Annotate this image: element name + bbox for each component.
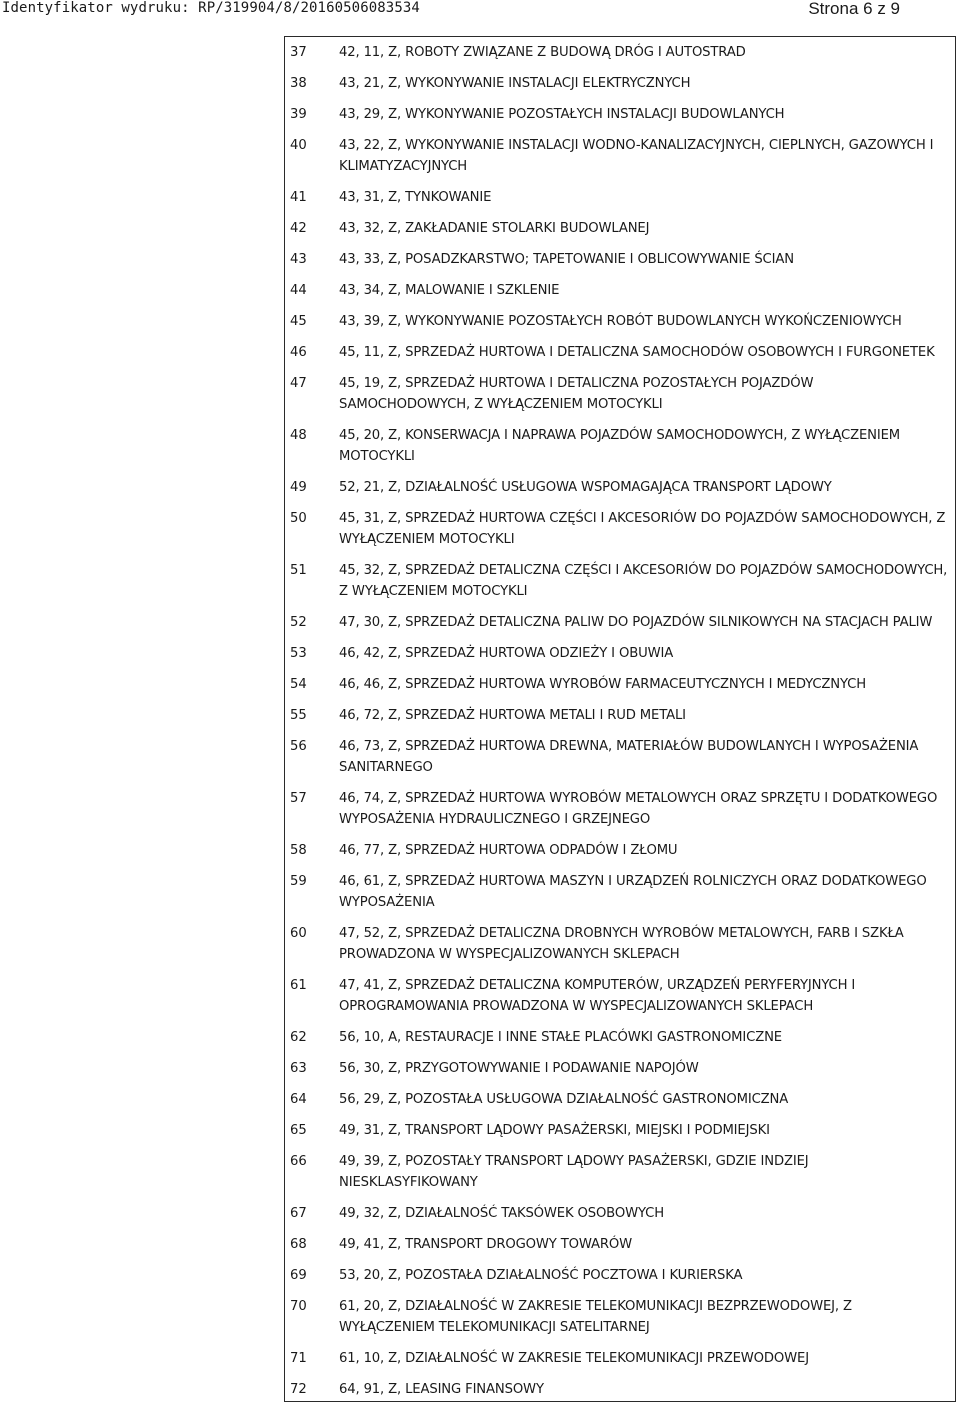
row-number: 50 (290, 511, 307, 526)
activity-description (339, 871, 953, 913)
row-number: 58 (290, 843, 307, 858)
row-number: 48 (290, 428, 307, 443)
description-line: 45, 31, Z, SPRZEDAŻ HURTOWA CZĘŚCI I AKCESORIÓW DO POJAZDÓW SAMOCHODOWYCH, Z (339, 511, 946, 526)
description-line: 64, 91, Z, LEASING FINANSOWY (339, 1382, 544, 1397)
row-number: 52 (290, 615, 307, 630)
activity-description (339, 1265, 953, 1286)
description-line: 47, 52, Z, SPRZEDAŻ DETALICZNA DROBNYCH WYROBÓW METALOWYCH, FARB I SZKŁA (339, 926, 904, 941)
row-number: 56 (290, 739, 307, 754)
description-line: SAMOCHODOWYCH, Z WYŁĄCZENIEM MOTOCYKLI (339, 397, 663, 412)
activity-description (339, 560, 953, 602)
activity-description (339, 788, 953, 830)
description-line: 43, 34, Z, MALOWANIE I SZKLENIE (339, 283, 560, 298)
row-number: 49 (290, 480, 307, 495)
row-number: 46 (290, 345, 307, 360)
activity-description (339, 425, 953, 467)
description-line: KLIMATYZACYJNYCH (339, 159, 468, 174)
activity-description (339, 42, 953, 63)
row-number: 40 (290, 138, 307, 153)
print-identifier: Identyfikator wydruku: RP/319904/8/20160506083534 (2, 0, 420, 16)
description-line: 47, 41, Z, SPRZEDAŻ DETALICZNA KOMPUTERÓW, URZĄDZEŃ PERYFERYJNYCH I (339, 978, 856, 993)
activity-description (339, 342, 953, 363)
description-line: 46, 72, Z, SPRZEDAŻ HURTOWA METALI I RUD METALI (339, 708, 686, 723)
activity-description (339, 674, 953, 695)
description-line: 43, 33, Z, POSADZKARSTWO; TAPETOWANIE I OBLICOWYWANIE ŚCIAN (339, 252, 794, 267)
row-number: 69 (290, 1268, 307, 1283)
description-line: 46, 74, Z, SPRZEDAŻ HURTOWA WYROBÓW METALOWYCH ORAZ SPRZĘTU I DODATKOWEGO (339, 791, 938, 806)
description-line: NIESKLASYFIKOWANY (339, 1175, 478, 1190)
row-number: 65 (290, 1123, 307, 1138)
activity-description (339, 1120, 953, 1141)
activity-description (339, 373, 953, 415)
row-number: 67 (290, 1206, 307, 1221)
description-line: 43, 21, Z, WYKONYWANIE INSTALACJI ELEKTRYCZNYCH (339, 76, 691, 91)
description-line: 45, 20, Z, KONSERWACJA I NAPRAWA POJAZDÓW SAMOCHODOWYCH, Z WYŁĄCZENIEM (339, 428, 901, 443)
activity-description (339, 1296, 953, 1338)
activity-description (339, 477, 953, 498)
description-line: 49, 31, Z, TRANSPORT LĄDOWY PASAŻERSKI, MIEJSKI I PODMIEJSKI (339, 1123, 770, 1138)
description-line: 43, 29, Z, WYKONYWANIE POZOSTAŁYCH INSTALACJI BUDOWLANYCH (339, 107, 785, 122)
activity-description (339, 840, 953, 861)
description-line: 49, 41, Z, TRANSPORT DROGOWY TOWARÓW (339, 1237, 633, 1252)
activity-description (339, 280, 953, 301)
row-number: 41 (290, 190, 307, 205)
description-line: MOTOCYKLI (339, 449, 415, 464)
row-number: 60 (290, 926, 307, 941)
activity-description (339, 73, 953, 94)
row-number: 62 (290, 1030, 307, 1045)
row-number: 53 (290, 646, 307, 661)
description-line: 56, 30, Z, PRZYGOTOWYWANIE I PODAWANIE NAPOJÓW (339, 1061, 699, 1076)
description-line: WYPOSAŻENIA (339, 895, 435, 910)
activity-description (339, 1058, 953, 1079)
description-line: 43, 31, Z, TYNKOWANIE (339, 190, 492, 205)
activity-description (339, 104, 953, 125)
row-number: 57 (290, 791, 307, 806)
activity-description (339, 1027, 953, 1048)
activity-description (339, 736, 953, 778)
description-line: 42, 11, Z, ROBOTY ZWIĄZANE Z BUDOWĄ DRÓG I AUTOSTRAD (339, 45, 746, 60)
row-number: 61 (290, 978, 307, 993)
activity-description (339, 643, 953, 664)
description-line: 61, 20, Z, DZIAŁALNOŚĆ W ZAKRESIE TELEKOMUNIKACJI BEZPRZEWODOWEJ, Z (339, 1299, 852, 1314)
activity-description (339, 249, 953, 270)
row-number: 72 (290, 1382, 307, 1397)
description-line: 53, 20, Z, POZOSTAŁA DZIAŁALNOŚĆ POCZTOWA I KURIERSKA (339, 1268, 743, 1283)
page-header (0, 0, 960, 20)
row-number: 64 (290, 1092, 307, 1107)
activity-description (339, 1203, 953, 1224)
description-line: 56, 29, Z, POZOSTAŁA USŁUGOWA DZIAŁALNOŚĆ GASTRONOMICZNA (339, 1092, 789, 1107)
activity-description (339, 135, 953, 177)
row-number: 42 (290, 221, 307, 236)
row-number: 66 (290, 1154, 307, 1169)
description-line: PROWADZONA W WYSPECJALIZOWANYCH SKLEPACH (339, 947, 680, 962)
description-line: 43, 39, Z, WYKONYWANIE POZOSTAŁYCH ROBÓT BUDOWLANYCH WYKOŃCZENIOWYCH (339, 314, 902, 329)
row-number: 55 (290, 708, 307, 723)
description-line: 46, 73, Z, SPRZEDAŻ HURTOWA DREWNA, MATERIAŁÓW BUDOWLANYCH I WYPOSAŻENIA (339, 739, 919, 754)
activity-description (339, 311, 953, 332)
activity-description (339, 187, 953, 208)
activity-description (339, 1348, 953, 1369)
activity-description (339, 1234, 953, 1255)
row-number: 45 (290, 314, 307, 329)
row-number: 44 (290, 283, 307, 298)
row-number: 47 (290, 376, 307, 391)
activity-description (339, 1379, 953, 1400)
description-line: WYŁĄCZENIEM TELEKOMUNIKACJI SATELITARNEJ (339, 1320, 650, 1335)
description-line: 46, 42, Z, SPRZEDAŻ HURTOWA ODZIEŻY I OBUWIA (339, 646, 674, 661)
description-line: 52, 21, Z, DZIAŁALNOŚĆ USŁUGOWA WSPOMAGAJĄCA TRANSPORT LĄDOWY (339, 480, 832, 495)
description-line: 46, 61, Z, SPRZEDAŻ HURTOWA MASZYN I URZĄDZEŃ ROLNICZYCH ORAZ DODATKOWEGO (339, 874, 927, 889)
row-number: 39 (290, 107, 307, 122)
activity-description (339, 705, 953, 726)
row-number: 70 (290, 1299, 307, 1314)
row-number: 38 (290, 76, 307, 91)
description-line: OPROGRAMOWANIA PROWADZONA W WYSPECJALIZOWANYCH SKLEPACH (339, 999, 814, 1014)
description-line: 49, 39, Z, POZOSTAŁY TRANSPORT LĄDOWY PASAŻERSKI, GDZIE INDZIEJ (339, 1154, 809, 1169)
description-line: 46, 77, Z, SPRZEDAŻ HURTOWA ODPADÓW I ZŁOMU (339, 843, 678, 858)
description-line: 47, 30, Z, SPRZEDAŻ DETALICZNA PALIW DO POJAZDÓW SILNIKOWYCH NA STACJACH PALIW (339, 615, 933, 630)
activity-description (339, 218, 953, 239)
row-number: 37 (290, 45, 307, 60)
activity-description (339, 923, 953, 965)
description-line: 56, 10, A, RESTAURACJE I INNE STAŁE PLACÓWKI GASTRONOMICZNE (339, 1030, 782, 1045)
page-number: Strona 6 z 9 (808, 0, 900, 18)
description-line: 43, 22, Z, WYKONYWANIE INSTALACJI WODNO-KANALIZACYJNYCH, CIEPLNYCH, GAZOWYCH I (339, 138, 934, 153)
activity-description (339, 508, 953, 550)
description-line: 61, 10, Z, DZIAŁALNOŚĆ W ZAKRESIE TELEKOMUNIKACJI PRZEWODOWEJ (339, 1351, 809, 1366)
description-line: 46, 46, Z, SPRZEDAŻ HURTOWA WYROBÓW FARMACEUTYCZNYCH I MEDYCZNYCH (339, 677, 867, 692)
row-number: 59 (290, 874, 307, 889)
description-line: 45, 32, Z, SPRZEDAŻ DETALICZNA CZĘŚCI I AKCESORIÓW DO POJAZDÓW SAMOCHODOWYCH, (339, 563, 948, 578)
description-line: 43, 32, Z, ZAKŁADANIE STOLARKI BUDOWLANEJ (339, 221, 650, 236)
row-number: 63 (290, 1061, 307, 1076)
activity-description (339, 975, 953, 1017)
description-line: 49, 32, Z, DZIAŁALNOŚĆ TAKSÓWEK OSOBOWYCH (339, 1206, 664, 1221)
description-line: 45, 19, Z, SPRZEDAŻ HURTOWA I DETALICZNA POZOSTAŁYCH POJAZDÓW (339, 376, 814, 391)
activity-description (339, 1151, 953, 1193)
activity-description (339, 612, 953, 633)
row-number: 71 (290, 1351, 307, 1366)
description-line: Z WYŁĄCZENIEM MOTOCYKLI (339, 584, 528, 599)
description-line: WYPOSAŻENIA HYDRAULICZNEGO I GRZEJNEGO (339, 812, 651, 827)
row-number: 68 (290, 1237, 307, 1252)
description-line: SANITARNEGO (339, 760, 433, 775)
row-number: 51 (290, 563, 307, 578)
row-number: 54 (290, 677, 307, 692)
row-number: 43 (290, 252, 307, 267)
description-line: WYŁĄCZENIEM MOTOCYKLI (339, 532, 515, 547)
activity-description (339, 1089, 953, 1110)
description-line: 45, 11, Z, SPRZEDAŻ HURTOWA I DETALICZNA SAMOCHODÓW OSOBOWYCH I FURGONETEK (339, 345, 935, 360)
